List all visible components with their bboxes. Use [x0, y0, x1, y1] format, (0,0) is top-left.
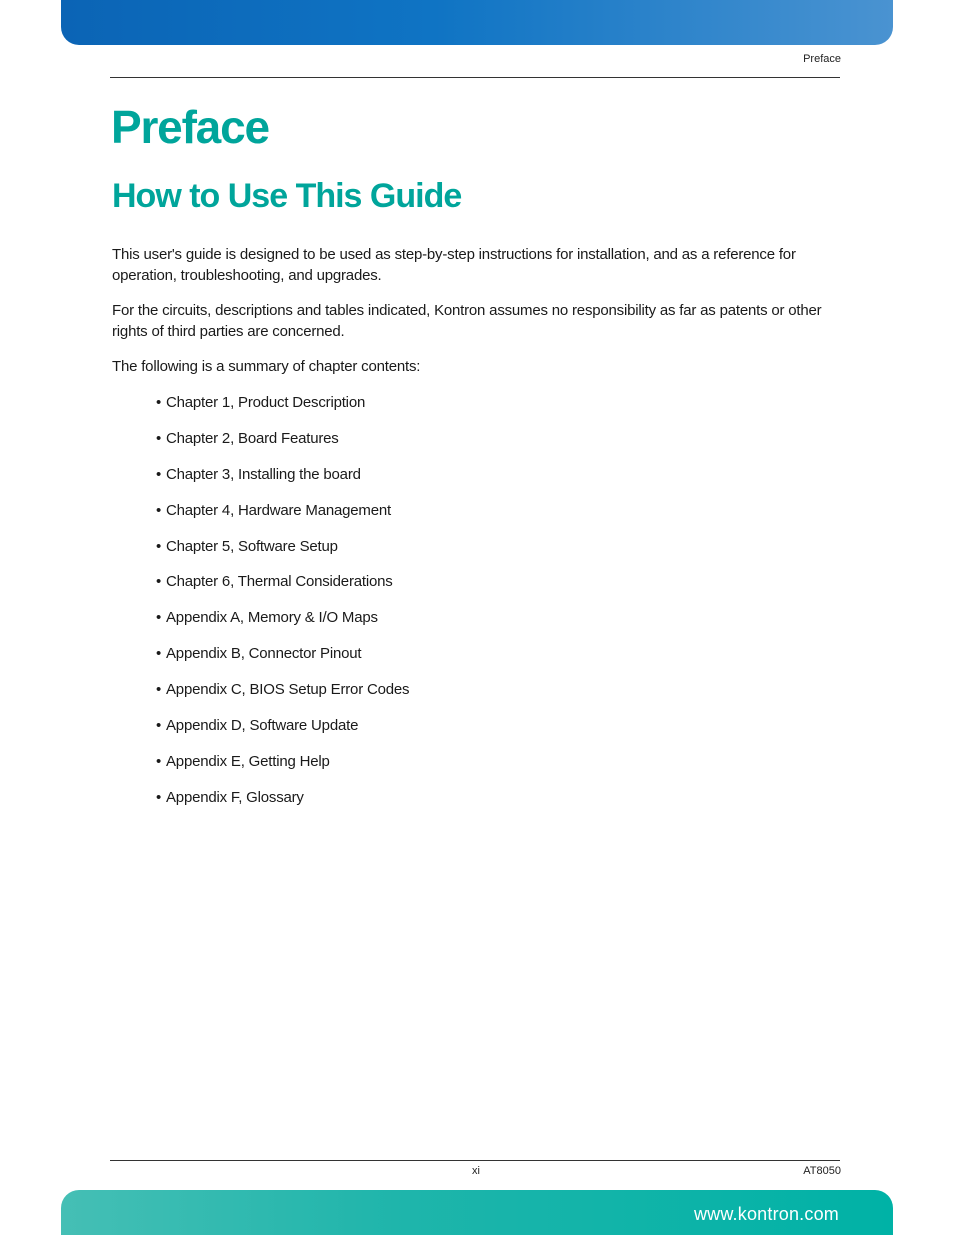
list-item — [156, 787, 409, 823]
page-number: xi — [472, 1165, 480, 1177]
list-item-label: Chapter 2, Board Features — [166, 429, 339, 447]
page-title: Preface — [111, 101, 269, 153]
list-item-label: Chapter 5, Software Setup — [166, 537, 338, 555]
bullet-icon: • — [156, 609, 162, 627]
list-item — [156, 715, 409, 751]
list-item-label: Appendix F, Glossary — [166, 788, 304, 806]
list-item — [156, 571, 409, 607]
bullet-icon: • — [156, 788, 162, 806]
list-item-label: Appendix B, Connector Pinout — [166, 645, 362, 663]
list-item — [156, 536, 409, 572]
list-item-label: Appendix A, Memory & I/O Maps — [166, 609, 378, 627]
bullet-icon: • — [156, 501, 162, 519]
list-item-label: Chapter 4, Hardware Management — [166, 501, 391, 519]
top-banner — [61, 0, 893, 45]
summary-intro-paragraph: The following is a summary of chapter contents: — [112, 358, 421, 375]
list-item — [156, 751, 409, 787]
list-item — [156, 679, 409, 715]
disclaimer-paragraph: For the circuits, descriptions and tables indicated, Kontron assumes no responsibility as far as patents or other rights of third parties are concerned. — [112, 302, 822, 340]
list-item — [156, 464, 409, 500]
bullet-icon: • — [156, 681, 162, 699]
footer-divider — [110, 1160, 840, 1161]
list-item-label: Chapter 3, Installing the board — [166, 465, 361, 483]
bullet-icon: • — [156, 465, 162, 483]
website-link[interactable]: www.kontron.com — [693, 1204, 839, 1224]
list-item-label: Chapter 6, Thermal Considerations — [166, 573, 393, 591]
bullet-icon: • — [156, 537, 162, 555]
list-item-label: Appendix D, Software Update — [166, 717, 359, 735]
list-item — [156, 607, 409, 643]
bullet-icon: • — [156, 752, 162, 770]
list-item-label: Appendix E, Getting Help — [166, 752, 330, 770]
chapter-summary-list — [156, 392, 409, 823]
list-item — [156, 428, 409, 464]
header-divider — [110, 77, 840, 78]
list-item — [156, 392, 409, 428]
intro-paragraph: This user's guide is designed to be used as step-by-step instructions for installation, and as a reference for operation, troubleshooting, and upgrades. — [112, 246, 796, 284]
bullet-icon: • — [156, 717, 162, 735]
list-item-label: Appendix C, BIOS Setup Error Codes — [166, 681, 410, 699]
product-name: AT8050 — [803, 1165, 841, 1177]
running-header: Preface — [803, 53, 841, 65]
bullet-icon: • — [156, 429, 162, 447]
bottom-banner — [61, 1190, 893, 1235]
bullet-icon: • — [156, 573, 162, 591]
list-item-label: Chapter 1, Product Description — [166, 394, 366, 411]
bullet-icon: • — [156, 394, 162, 411]
section-title: How to Use This Guide — [112, 177, 462, 215]
list-item — [156, 643, 409, 679]
bullet-icon: • — [156, 645, 162, 663]
list-item — [156, 500, 409, 536]
